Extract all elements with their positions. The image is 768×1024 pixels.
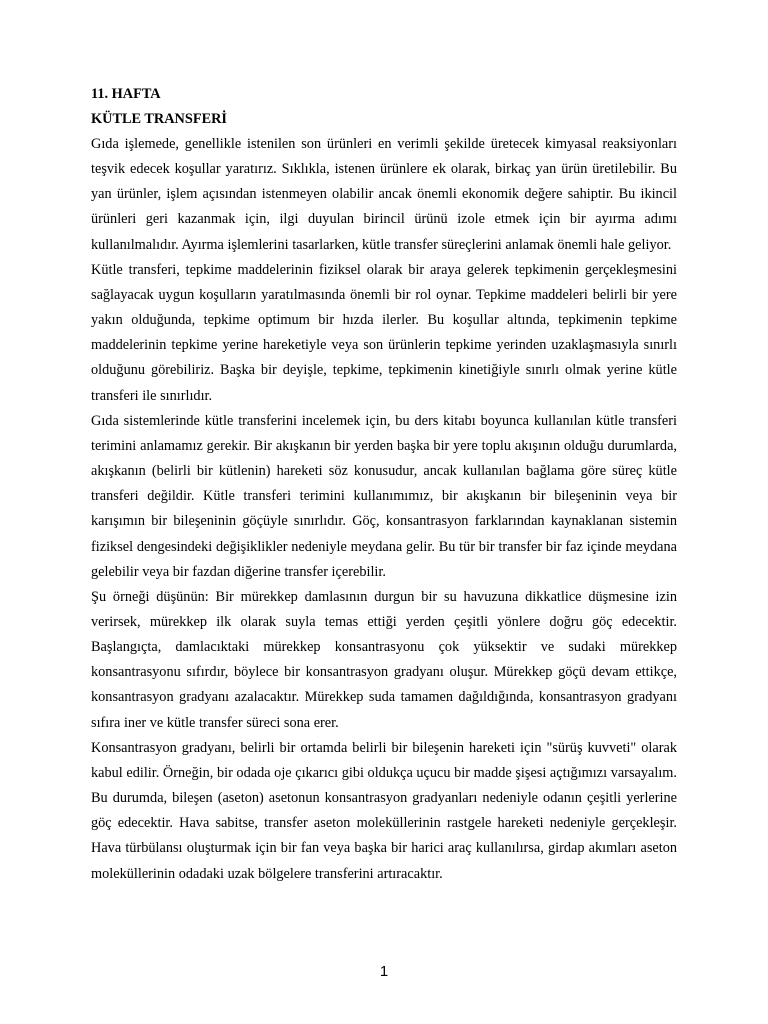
paragraph-4: Şu örneği düşünün: Bir mürekkep damlasının durgun bir su havuzuna dikkatlice düşmesine izin verirsek, mürekkep ilk olarak suyla temas ettiği yerden çeşitli yönlere doğru göç edecektir. Başlangıçta, damlacıktaki mürekkep konsantrasyonu çok yüksektir ve sudaki mürekkep konsantrasyonu sıfırdır, böylece bir konsantrasyon gradyanı oluşur. Mürekkep göçü devam ettikçe, konsantrasyon gradyanı azalacaktır. Mürekkep suda tamamen dağıldığında, konsantrasyon gradyanı sıfıra iner ve kütle transfer süreci sona erer. — [91, 588, 677, 731]
paragraph-5: Konsantrasyon gradyanı, belirli bir ortamda belirli bir bileşenin hareketi için "sürüş kuvveti" olarak kabul edilir. Örneğin, bir odada oje çıkarıcı gibi oldukça uçucu bir madde şişesi açtığımızı varsayalım. Bu durumda, bileşen (aseton) asetonun konsantrasyon gradyanları nedeniyle odanın çeşitli yerlerine göç edecektir. Hava sabitse, transfer aseton moleküllerinin rastgele hareketi nedeniyle gerçekleşir. Hava türbülansı oluşturmak için bir fan veya başka bir harici araç kullanılırsa, girdap akımları aseton moleküllerinin odadaki uzak bölgelere transferini artıracaktır. — [91, 739, 677, 882]
section-title: KÜTLE TRANSFERİ — [91, 111, 227, 127]
week-heading: 11. HAFTA — [91, 86, 161, 102]
paragraph-1: Gıda işlemede, genellikle istenilen son ürünleri en verimli şekilde üretecek kimyasal reaksiyonları teşvik edecek koşullar yaratırız. Sıklıkla, istenen ürünlere ek olarak, birkaç yan ürün üretilebilir. Bu yan ürünler, işlem açısından istenmeyen olabilir ancak önemli ekonomik değere sahiptir. Bu ikincil ürünleri geri kazanmak için, ilgi duyulan birincil ürünü izole etmek için bir ayırma adımı kullanılmalıdır. Ayırma işlemlerini tasarlarken, kütle transfer süreçlerini anlamak önemli hale geliyor. — [91, 136, 677, 253]
paragraph-3: Gıda sistemlerinde kütle transferini incelemek için, bu ders kitabı boyunca kullanılan kütle transferi terimini anlamamız gerekir. Bir akışkanın bir yerden başka bir yere toplu akışının olduğu durumlarda, akışkanın (belirli bir kütlenin) hareketi söz konusudur, ancak kullanılan bağlama göre süreç kütle transferi değildir. Kütle transferi terimini kullanımımız, bir akışkanın bir bileşeninin veya bir karışımın bir bileşeninin göçüyle sınırlıdır. Göç, konsantrasyon farklarından kaynaklanan sistemin fiziksel dengesindeki değişiklikler nedeniyle meydana gelir. Bu tür bir transfer bir faz içinde meydana gelebilir veya bir fazdan diğerine transfer içerebilir. — [91, 412, 677, 580]
paragraph-2: Kütle transferi, tepkime maddelerinin fiziksel olarak bir araya gelerek tepkimenin gerçekleşmesini sağlayacak uygun koşulların yaratılmasında önemli bir rol oynar. Tepkime maddeleri belirli bir yere yakın olduğunda, tepkime optimum bir hızda ilerler. Bu koşullar altında, tepkimenin tepkime maddelerinin tepkime yerine hareketiyle veya son ürünlerin tepkime yerinden uzaklaşmasıyla sınırlı olduğunu görebiliriz. Başka bir deyişle, tepkime, tepkimenin kinetiğiyle sınırlı olmak yerine kütle transferi ile sınırlıdır. — [91, 261, 677, 404]
document-page — [91, 82, 677, 887]
page-number: 1 — [379, 963, 389, 980]
